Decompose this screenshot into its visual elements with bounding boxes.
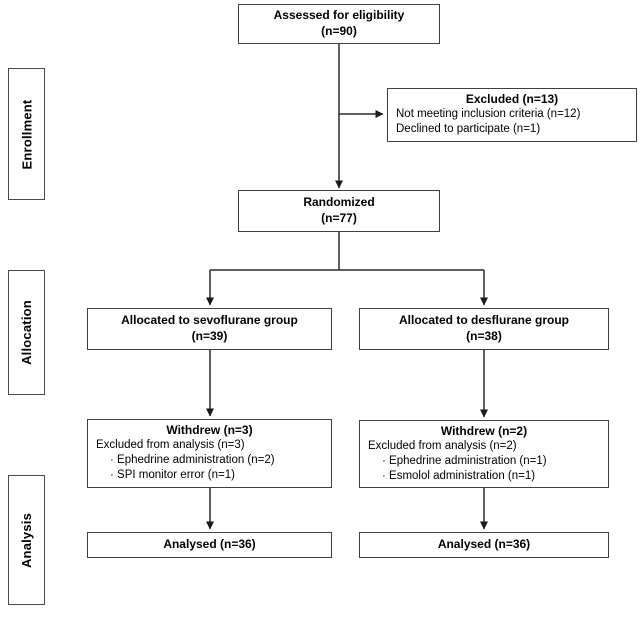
analysed-desflurane-title: Analysed (n=36) [437,537,531,552]
assessed-count: (n=90) [321,24,357,38]
randomized-count: (n=77) [321,211,357,225]
excluded-reason-2: Declined to participate (n=1) [396,123,541,136]
box-analysed-desflurane [359,532,609,558]
withdrew-sevoflurane-line-2: · Ephedrine administration (n=2) [110,454,275,467]
assessed-title: Assessed for eligibility [273,8,405,23]
excluded-title: Excluded (n=13) [465,92,559,106]
stage-label-enrollment [8,68,45,200]
stage-label-allocation-text: Allocation [19,300,34,365]
box-assessed-for-eligibility [238,4,440,44]
box-allocated-desflurane [359,308,609,350]
withdrew-desflurane-line-1: Excluded from analysis (n=2) [368,440,517,453]
stage-label-analysis-text: Analysis [19,512,35,568]
withdrew-sevoflurane-line-1: Excluded from analysis (n=3) [96,439,245,452]
withdrew-desflurane-line-2: · Ephedrine administration (n=1) [382,455,547,468]
withdrew-desflurane-title: Withdrew (n=2) [440,424,528,438]
excluded-reason-1: Not meeting inclusion criteria (n=12) [396,108,581,121]
stage-label-enrollment-text: Enrollment [19,99,34,169]
analysed-sevoflurane-title: Analysed (n=36) [163,537,256,552]
allocated-sevoflurane-count: (n=39) [191,329,228,343]
withdrew-sevoflurane-title: Withdrew (n=3) [166,423,253,437]
box-randomized [238,190,440,232]
allocated-desflurane-title: Allocated to desflurane group [398,313,569,328]
box-allocated-sevoflurane [87,308,332,350]
box-excluded [387,88,637,142]
withdrew-desflurane-line-3: · Esmolol administration (n=1) [382,469,536,482]
randomized-title: Randomized [303,195,375,210]
box-withdrew-desflurane [359,420,609,488]
stage-label-analysis [8,475,45,605]
allocated-desflurane-count: (n=38) [466,329,502,343]
allocated-sevoflurane-title: Allocated to sevoflurane group [121,313,298,328]
box-analysed-sevoflurane [87,532,332,558]
box-withdrew-sevoflurane [87,419,332,488]
stage-label-allocation [8,270,45,395]
withdrew-sevoflurane-line-3: · SPI monitor error (n=1) [110,468,235,481]
